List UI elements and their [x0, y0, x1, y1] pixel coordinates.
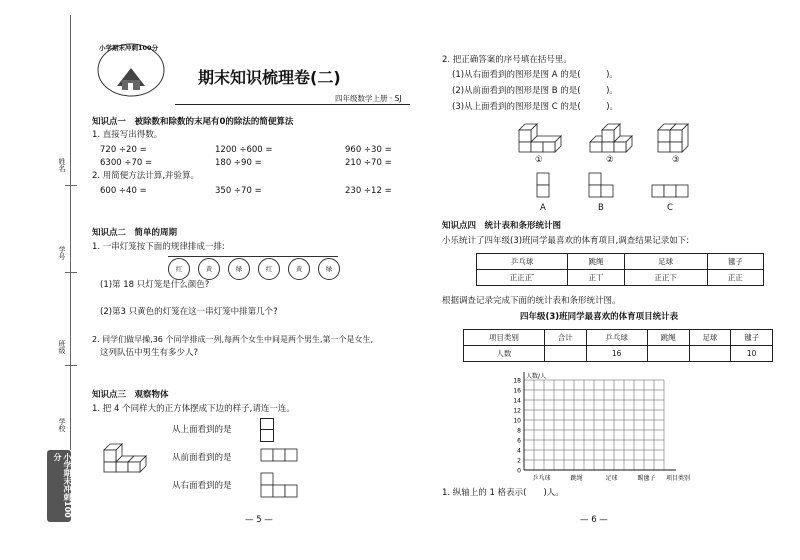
stat-header: 跳绳 — [647, 330, 689, 346]
k2-question-1a: (1)第 18 只灯笼是什么颜色? — [100, 280, 210, 290]
knowledge-point-4: 知识点四 统计表和条形统计图 — [442, 221, 562, 231]
view-label-top: 从上面看到的是 — [172, 425, 232, 435]
view-label-front: 从前面看到的是 — [172, 453, 232, 463]
view-option[interactable] — [260, 448, 298, 462]
calc-item: 960 ÷30 = — [345, 145, 392, 155]
calc-item: 230 ÷12 = — [345, 186, 392, 196]
id-field[interactable] — [65, 272, 77, 273]
y-tick-label: 8 — [517, 427, 521, 435]
y-tick-label: 4 — [517, 447, 521, 455]
class-field[interactable] — [65, 365, 77, 366]
r-question-2c: (3)从上面看到的图形是图 C 的是( )。 — [452, 102, 619, 112]
calc-item: 720 ÷20 = — [100, 145, 147, 155]
k2-question-2-cont: 这列队伍中男生有多少人? — [100, 348, 199, 358]
tally-cell: 正丅 — [568, 270, 624, 286]
view-figure-a — [536, 172, 550, 198]
solid-figure-1 — [517, 122, 567, 154]
view-option[interactable] — [260, 472, 298, 498]
k4-intro: 小乐统计了四年级(3)班同学最喜欢的体育项目,调查结果记录如下: — [442, 236, 690, 246]
k2-question-1b: (2)第3 只黄色的灯笼在这一串灯笼中排第几个? — [100, 307, 278, 317]
sidebar-label-school: 学校 — [58, 418, 66, 432]
tally-header: 跳绳 — [568, 254, 624, 270]
sidebar-line — [70, 15, 71, 450]
y-tick-label: 16 — [513, 387, 521, 395]
page-subtitle: 四年级数学上册 · SJ — [335, 94, 402, 103]
calc-item: 180 ÷90 = — [215, 158, 262, 168]
calc-item: 600 ÷40 = — [100, 186, 147, 196]
k2-question-2: 2. 同学们做早操,36 个同学排成一列,每两个女生中间是两个男生,第一个是女生, — [92, 335, 374, 344]
k2-question-1: 1. 一串灯笼按下面的规律排成一排: — [92, 242, 225, 252]
stat-cell[interactable] — [689, 346, 731, 362]
lantern-string — [168, 256, 338, 257]
knowledge-point-1: 知识点一 被除数和除数的末尾有0的除法的简便算法 — [92, 117, 294, 127]
title-rule — [175, 104, 410, 105]
view-label-a: A — [540, 203, 546, 213]
y-tick-label: 2 — [517, 457, 521, 465]
x-category-label: 乒乓球 — [532, 475, 551, 482]
cube-solid-figure — [100, 440, 152, 474]
knowledge-point-2: 知识点二 简单的周期 — [92, 228, 178, 238]
k3-question-1: 1. 把 4 个同样大的正方体摆成下边的样子,请连一连。 — [92, 404, 295, 414]
stat-cell: 人数 — [464, 346, 545, 362]
stat-cell[interactable] — [544, 346, 586, 362]
sidebar-label-name: 姓名 — [58, 158, 66, 172]
solid-label: ① — [535, 155, 543, 165]
stat-cell: 16 — [586, 346, 647, 362]
tally-cell: 正正 — [707, 270, 763, 286]
view-option[interactable] — [260, 418, 274, 442]
x-category-label: 足球 — [605, 475, 618, 482]
solid-figure-3 — [656, 122, 706, 154]
solid-figure-2 — [588, 122, 638, 154]
lantern-icon: 绿 — [318, 258, 340, 280]
r-question-2a: (1)从右面看到的图形是图 A 的是( )。 — [452, 70, 618, 80]
tally-table — [476, 253, 764, 286]
y-tick-label: 14 — [513, 397, 521, 405]
y-axis-label: 人数/人 — [526, 373, 547, 380]
question-1: 1. 直接写出得数。 — [92, 130, 163, 140]
stat-header: 足球 — [689, 330, 731, 346]
tally-cell: 正正正 ̄ — [477, 270, 568, 286]
tally-header: 乒乓球 — [477, 254, 568, 270]
sidebar-brand: 小学期末冲刺100分 — [47, 450, 71, 522]
bar-chart — [498, 368, 788, 486]
stat-header: 乒乓球 — [586, 330, 647, 346]
badge-text: 小学期末冲刺100分 — [99, 44, 159, 52]
stat-cell: 10 — [731, 346, 773, 362]
x-axis-label: 项目类别 — [666, 475, 691, 482]
stat-cell[interactable] — [647, 346, 689, 362]
k4-note: 根据调查记录完成下面的统计表和条形统计图。 — [442, 296, 621, 306]
lantern-icon: 黄 — [288, 258, 310, 280]
tally-header: 足球 — [624, 254, 707, 270]
sidebar-label-class: 班级 — [58, 340, 66, 354]
tally-header: 毽子 — [707, 254, 763, 270]
lantern-icon: 红 — [258, 258, 280, 280]
stat-table-title: 四年级(3)班同学最喜欢的体育项目统计表 — [520, 312, 679, 322]
stat-header: 项目类别 — [464, 330, 545, 346]
knowledge-point-3: 知识点三 观察物体 — [92, 390, 169, 400]
x-category-label: 跳绳 — [570, 475, 583, 482]
view-label-c: C — [667, 203, 673, 213]
r-final-question: 1. 纵轴上的 1 格表示( )人。 — [442, 488, 564, 498]
lantern-icon: 红 — [168, 258, 190, 280]
y-tick-label: 18 — [513, 377, 521, 385]
lantern-icon: 黄 — [198, 258, 220, 280]
calc-item: 350 ÷70 = — [215, 186, 262, 196]
r-question-2b: (2)从前面看到的图形是图 B 的是( )。 — [452, 86, 618, 96]
sidebar-label-id: 学号 — [58, 246, 66, 260]
calc-item: 1200 ÷600 = — [215, 145, 273, 155]
view-label-b: B — [598, 203, 604, 213]
page-number-left: — 5 — — [245, 515, 273, 525]
y-tick-label: 10 — [513, 417, 521, 425]
name-field[interactable] — [65, 185, 77, 186]
view-figure-c — [651, 184, 691, 198]
solid-label: ② — [606, 155, 614, 165]
header-badge — [95, 40, 167, 98]
stat-header: 合计 — [544, 330, 586, 346]
view-label-right: 从右面看到的是 — [172, 481, 232, 491]
calc-item: 6300 ÷70 = — [100, 158, 153, 168]
solid-label: ③ — [672, 155, 680, 165]
view-figure-b — [588, 172, 616, 198]
page-number-right: — 6 — — [580, 515, 608, 525]
stat-table — [463, 329, 773, 362]
r-question-2: 2. 把正确答案的序号填在括号里。 — [442, 55, 572, 65]
calc-item: 210 ÷70 = — [345, 158, 392, 168]
lantern-icon: 绿 — [228, 258, 250, 280]
x-category-label: 踢毽子 — [637, 475, 656, 482]
tally-cell: 正正下 — [624, 270, 707, 286]
y-tick-label: 0 — [517, 467, 521, 475]
y-tick-label: 6 — [517, 437, 521, 445]
y-tick-label: 12 — [513, 407, 521, 415]
question-2: 2. 用简便方法计算,并验算。 — [92, 171, 200, 181]
page-title: 期末知识梳理卷(二) — [198, 68, 341, 87]
stat-header: 毽子 — [731, 330, 773, 346]
